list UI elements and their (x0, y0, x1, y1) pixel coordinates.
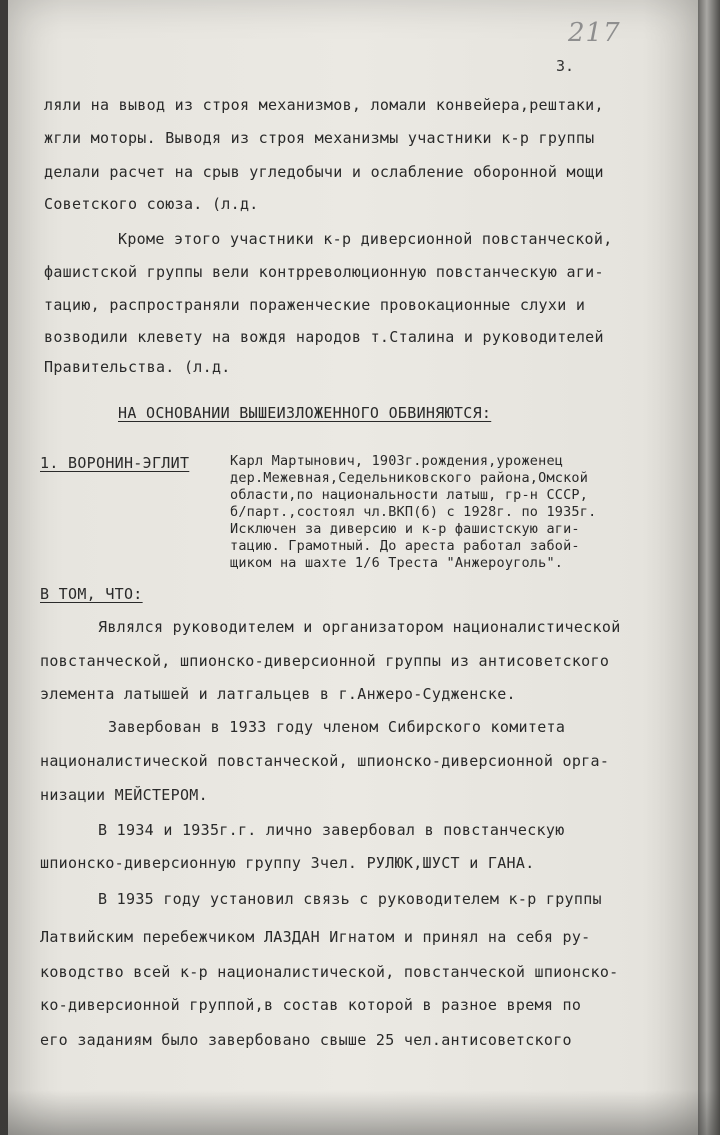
accused-detail-line: Исключен за диверсию и к-р фашистскую аги- (230, 521, 580, 537)
text-line: ко-диверсионной группой,в состав которой в разное время по (40, 996, 582, 1014)
page-edge-shadow (698, 0, 720, 1135)
text-line: ляли на вывод из строя механизмов, ломали конвейера,рештаки, (44, 96, 604, 114)
accused-detail-line: б/парт.,состоял чл.ВКП(б) с 1928г. по 1935г. (230, 504, 597, 520)
handwritten-folio-number: 217 (568, 18, 621, 48)
text-line: жгли моторы. Выводя из строя механизмы участники к-р группы (44, 129, 595, 147)
text-line: Являлся руководителем и организатором националистической (98, 618, 621, 636)
page-number: 3. (556, 57, 575, 75)
text-line: фашистской группы вели контрреволюционную повстанческую аги- (44, 263, 604, 281)
accused-detail-line: дер.Межевная,Седельниковского района,Омской (230, 470, 589, 486)
accused-detail-line: Карл Мартынович, 1903г.рождения,уроженец (230, 453, 564, 469)
text-line: повстанческой, шпионско-диверсионной группы из антисоветского (40, 652, 610, 670)
section-heading-accused: НА ОСНОВАНИИ ВЫШЕИЗЛОЖЕННОГО ОБВИНЯЮТСЯ: (118, 404, 492, 422)
text-line: Правительства. (л.д. (44, 358, 231, 376)
text-line: националистической повстанческой, шпионско-диверсионной орга- (40, 752, 610, 770)
text-line: элемента латышей и латгальцев в г.Анжеро-Судженске. (40, 685, 516, 703)
text-line: возводили клевету на вождя народов т.Сталина и руководителей (44, 328, 604, 346)
text-line: тацию, распространяли пораженческие провокационные слухи и (44, 296, 586, 314)
typewritten-page (8, 0, 698, 1135)
text-line: Латвийским перебежчиком ЛАЗДАН Игнатом и принял на себя ру- (40, 928, 591, 946)
text-line: В 1935 году установил связь с руководителем к-р группы (98, 890, 602, 908)
text-line: В 1934 и 1935г.г. лично завербовал в повстанческую (98, 821, 565, 839)
text-line: ководство всей к-р националистической, повстанческой шпионско- (40, 963, 619, 981)
accused-detail-line: щиком на шахте 1/6 Треста "Анжероуголь". (230, 555, 564, 571)
accused-detail-line: тацию. Грамотный. До ареста работал забой- (230, 538, 580, 554)
scan-bottom-shadow (0, 1090, 720, 1135)
text-line: шпионско-диверсионную группу 3чел. РУЛЮК,ШУСТ и ГАНА. (40, 854, 535, 872)
accused-name: 1. ВОРОНИН-ЭГЛИТ (40, 454, 190, 472)
text-line: низации МЕЙСТЕРОМ. (40, 786, 208, 804)
text-line: Советского союза. (л.д. (44, 195, 259, 213)
text-line: делали расчет на срыв угледобычи и ослабление оборонной мощи (44, 163, 604, 181)
accused-detail-line: области,по национальности латыш, гр-н СССР, (230, 487, 589, 503)
text-line: его заданиям было завербовано свыше 25 чел.антисоветского (40, 1031, 572, 1049)
text-line: Кроме этого участники к-р диверсионной повстанческой, (118, 230, 613, 248)
text-line: Завербован в 1933 году членом Сибирского комитета (108, 718, 566, 736)
section-heading-in-that: В ТОМ, ЧТО: (40, 585, 143, 603)
